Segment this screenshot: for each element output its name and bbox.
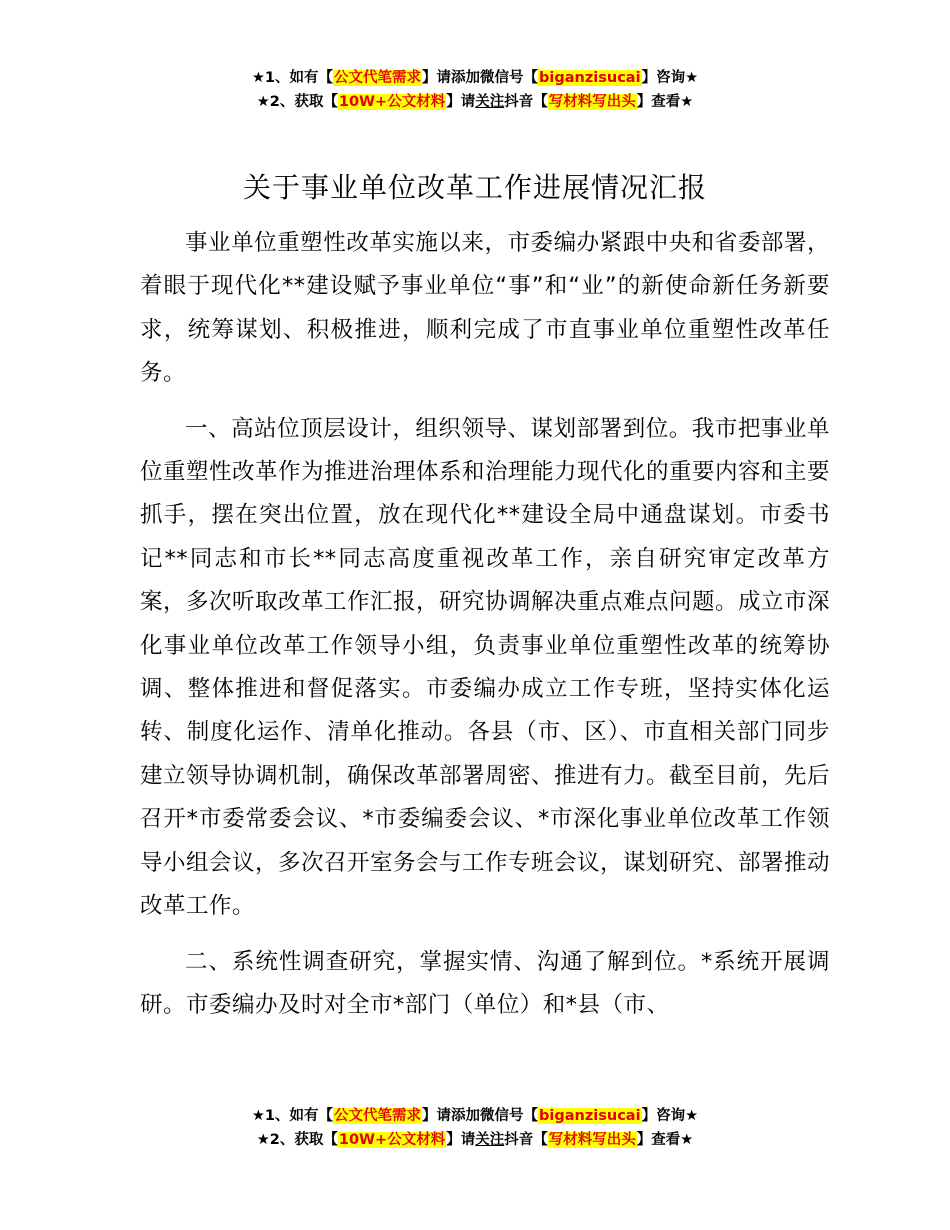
highlight-douyin: 写材料写出头 (548, 1132, 636, 1148)
banner-line-2: ★2、获取【10W+公文材料】请关注抖音【写材料写出头】查看★ (256, 1132, 694, 1148)
highlight-wechat-id: biganzisucai (539, 1108, 641, 1124)
underline-follow: 关注 (475, 94, 505, 110)
highlight-materials: 10W+公文材料 (338, 94, 446, 110)
banner-line-1: ★1、如有【公文代笔需求】请添加微信号【biganzisucai】咨询★ (251, 1108, 699, 1124)
banner-line-2: ★2、获取【10W+公文材料】请关注抖音【写材料写出头】查看★ (256, 94, 694, 110)
paragraph-intro: 事业单位重塑性改革实施以来，市委编办紧跟中央和省委部署，着眼于现代化**建设赋予事业单位“事”和“业”的新使命新任务新要求，统筹谋划、积极推进，顺利完成了市直事业单位重塑性改革任务。 (140, 230, 830, 387)
document-body (140, 222, 830, 1039)
highlight-service: 公文代笔需求 (334, 1108, 422, 1124)
header-banner (0, 66, 950, 114)
highlight-service: 公文代笔需求 (334, 70, 422, 86)
highlight-materials: 10W+公文材料 (338, 1132, 446, 1148)
document-title: 关于事业单位改革工作进展情况汇报 (242, 171, 707, 204)
highlight-wechat-id: biganzisucai (539, 70, 641, 86)
highlight-douyin: 写材料写出头 (548, 94, 636, 110)
paragraph-section-2: 二、系统性调查研究，掌握实情、沟通了解到位。*系统开展调研。市委编办及时对全市*部门（单位）和*县（市、 (140, 948, 830, 1018)
paragraph-section-1: 一、高站位顶层设计，组织领导、谋划部署到位。我市把事业单位重塑性改革作为推进治理体系和治理能力现代化的重要内容和主要抓手，摆在突出位置，放在现代化**建设全局中通盘谋划。市委书记**同志和市长**同志高度重视改革工作，亲自研究审定改革方案，多次听取改革工作汇报，研究协调解决重点难点问题。成立市深化事业单位改革工作领导小组，负责事业单位重塑性改革的统筹协调、整体推进和督促落实。市委编办成立工作专班，坚持实体化运转、制度化运作、清单化推动。各县（市、区）、市直相关部门同步建立领导协调机制，确保改革部署周密、推进有力。截至目前，先后召开*市委常委会议、*市委编委会议、*市深化事业单位改革工作领导小组会议，多次召开室务会与工作专班会议，谋划研究、部署推动改革工作。 (140, 415, 831, 920)
footer-banner (0, 1104, 950, 1152)
banner-line-1: ★1、如有【公文代笔需求】请添加微信号【biganzisucai】咨询★ (251, 70, 699, 86)
underline-follow: 关注 (475, 1132, 505, 1148)
